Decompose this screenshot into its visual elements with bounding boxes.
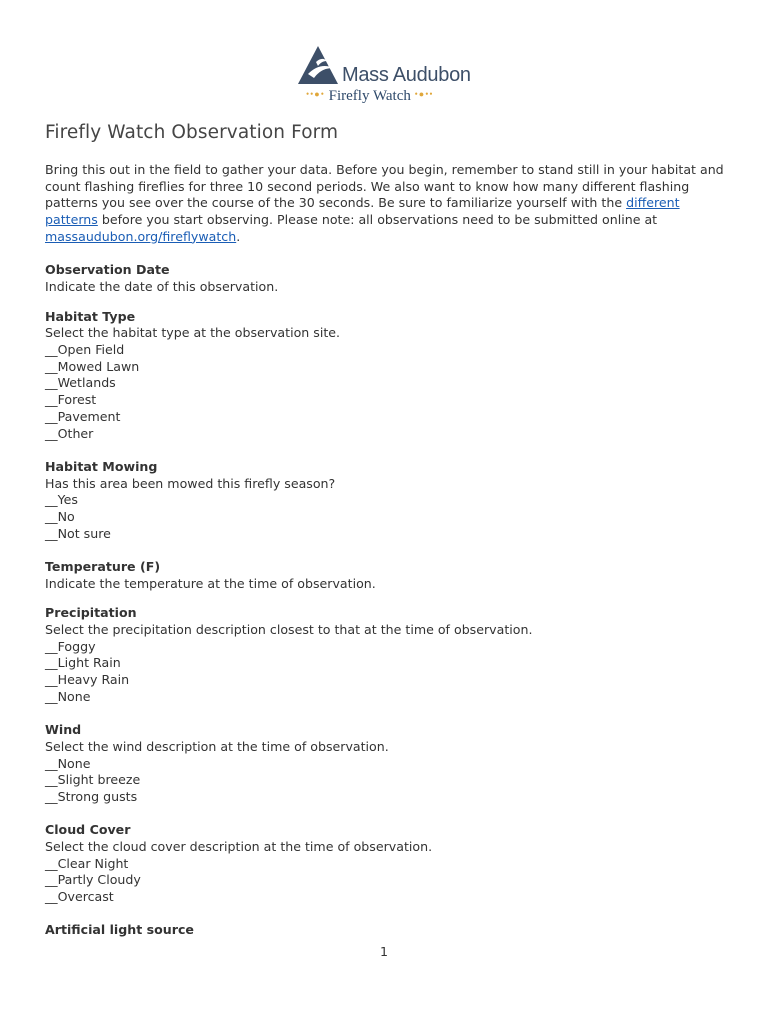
section-description: Select the wind description at the time of observation. [45,738,389,754]
section-wind [45,722,725,806]
option-slight-breeze: __Slight breeze [45,772,141,788]
section-cloud-cover [45,822,725,906]
option-yes: __Yes [45,492,78,508]
intro-text-1: Bring this out in the field to gather your data. Before you begin, remember to stand still in your habitat and count flashing fireflies for three 10 second periods. We also want to know how many different flashing patterns you see over the course of the 30 seconds. Be sure to familiarize yourself with the [45,162,724,211]
section-label: Precipitation [45,605,137,621]
intro-text-3: . [236,228,241,244]
option-foggy: __Foggy [45,638,96,654]
section-description: Indicate the date of this observation. [45,278,279,294]
option-wetlands: __Wetlands [45,375,116,391]
option-other: __Other [45,425,94,441]
option-forest: __Forest [45,392,97,408]
section-description: Indicate the temperature at the time of observation. [45,575,376,591]
logo-org-name: Mass Audubon [342,64,471,86]
option-partly-cloudy: __Partly Cloudy [45,872,141,888]
section-habitat-mowing [45,459,725,543]
section-label: Temperature (F) [45,558,161,574]
option-clear-night: __Clear Night [45,855,129,871]
bird-mountain-icon [296,44,344,86]
intro-paragraph [45,162,725,246]
section-artificial-light [45,922,725,939]
different-patterns-link[interactable]: different patterns [45,195,680,228]
option-strong-gusts: __Strong gusts [45,788,138,804]
section-label: Observation Date [45,262,170,278]
section-label: Habitat Mowing [45,458,158,474]
page-title: Firefly Watch Observation Form [45,122,339,143]
section-label: Artificial light source [45,922,194,938]
section-description: Select the habitat type at the observation site. [45,325,341,341]
logo-dots-left: ••●• [306,89,325,99]
section-observation-date [45,262,725,295]
option-none: __None [45,755,91,771]
section-temperature [45,559,725,592]
form-content [45,162,725,956]
option-no: __No [45,508,75,524]
logo-dots-right: •●•• [414,89,434,99]
option-none: __None [45,688,91,704]
section-description: Select the cloud cover description at the time of observation. [45,838,433,854]
logo-program-label: Firefly Watch [328,88,411,104]
section-label: Wind [45,722,82,738]
section-description: Select the precipitation description closest to that at the time of observation. [45,622,533,638]
mass-audubon-logo [296,44,486,106]
section-description: Has this area been mowed this firefly season? [45,475,336,491]
page-number: 1 [380,944,389,959]
section-label: Habitat Type [45,308,136,324]
option-light-rain: __Light Rain [45,655,121,671]
option-overcast: __Overcast [45,889,114,905]
option-pavement: __Pavement [45,408,121,424]
option-heavy-rain: __Heavy Rain [45,672,130,688]
option-open-field: __Open Field [45,342,125,358]
section-label: Cloud Cover [45,822,131,838]
intro-text-2: before you start observing. Please note: all observations need to be submitted online at [97,212,658,228]
fireflywatch-link[interactable]: massaudubon.org/fireflywatch [45,228,237,244]
section-precipitation [45,605,725,705]
option-not-sure: __Not sure [45,525,111,541]
option-mowed-lawn: __Mowed Lawn [45,358,140,374]
logo-program-name [306,88,434,105]
section-habitat-type [45,309,725,443]
